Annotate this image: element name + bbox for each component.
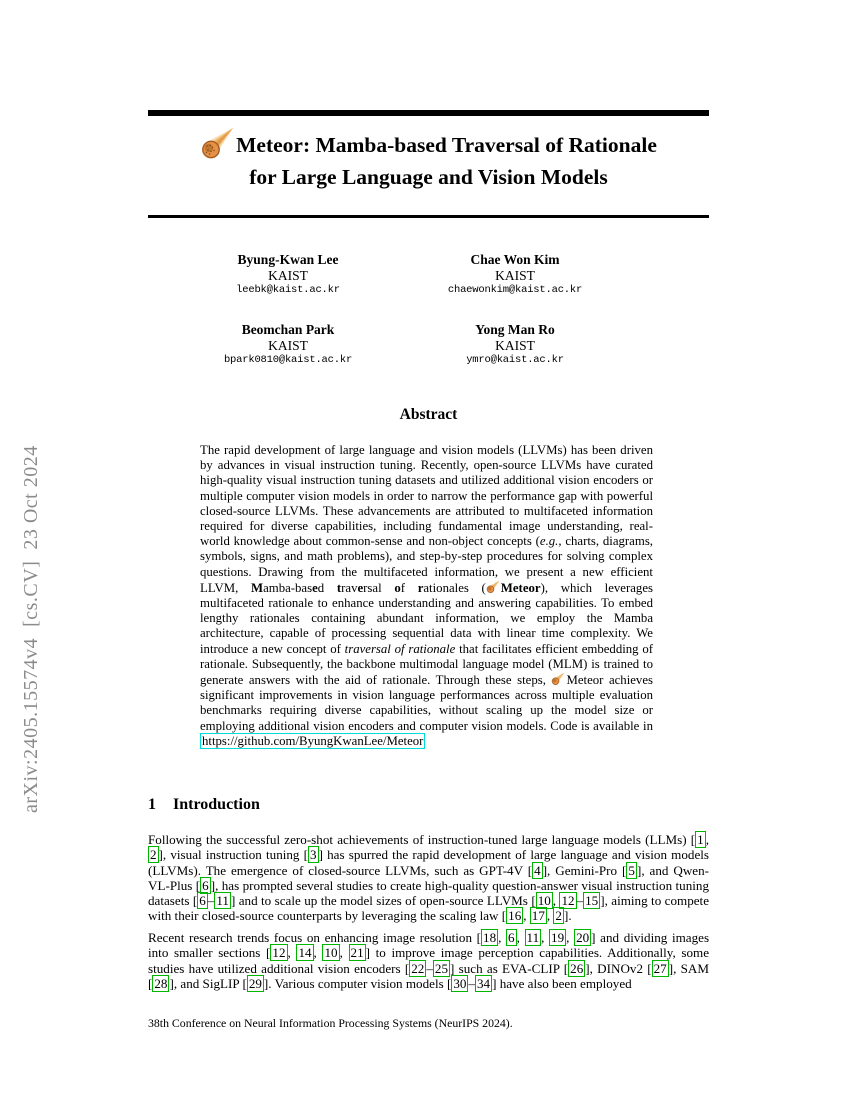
abstract-heading: Abstract — [399, 406, 458, 423]
introduction-paragraph-1: Following the successful zero-shot achievements of instruction-tuned large language models (LLMs) [ 1 , 2 ], visual instruction tuning [ 3 ] has spurred the rapid development of large language and vision models (LLVMs). The emergence of closed-source LLVMs, such as GPT-4V [ 4 ], Gemini-Pro [ 5 ], and Qwen-VL-Plus [ 6 ], has prompted several studies to create high-quality question-answer visual instruction tuning datasets [ 6 – 11 ] and to scale up the model sizes of open-source LLVMs [ 10 , 12 – 15 ], aiming to compete with their closed-source counterparts by leveraging the scaling law [ 16 , 17 , 2 ]. — [148, 832, 710, 924]
author-email: leebk@kaist.ac.kr — [236, 284, 340, 296]
section-title: Introduction — [173, 796, 260, 813]
citation-link[interactable]: 12 — [561, 893, 575, 909]
citation-link[interactable]: 16 — [508, 908, 522, 924]
citation-link[interactable]: 19 — [551, 930, 565, 945]
author-email: bpark0810@kaist.ac.kr — [223, 354, 353, 366]
citation-link[interactable]: 18 — [483, 930, 497, 945]
arxiv-watermark: arXiv:2405.15574v4 [cs.CV] 23 Oct 2024 — [20, 445, 42, 813]
citation-link[interactable]: 2 — [555, 908, 562, 924]
citation-link[interactable]: 22 — [411, 960, 425, 976]
citation-link[interactable]: 6 — [202, 877, 209, 893]
citation-link[interactable]: 11 — [526, 930, 540, 945]
citation-link[interactable]: 29 — [248, 975, 262, 991]
citation-link[interactable]: 25 — [434, 960, 448, 976]
introduction-paragraph-2: Recent research trends focus on enhancing image resolution [ 18 , 6 , 11 , 19 , 20 ] and dividing images into smaller sections [ 12 , 14 , 10 , 21 ] to improve image perception capabilities. Additionally, some studies have utilized additional vision encoders [ 22 – 25 ] such as EVA-CLIP [ 26 ], DINOv2 [ 27 ], SAM [ 28 ], and SigLIP [ 29 ]. Various computer vision models [ 30 – 34 ] have also been employed — [148, 930, 710, 991]
meteor-icon — [200, 127, 234, 161]
author-affiliation: KAIST — [268, 267, 308, 283]
author-block — [375, 322, 655, 369]
citation-link[interactable]: 10 — [324, 945, 338, 961]
citation-link[interactable]: 15 — [585, 893, 599, 909]
section-heading-introduction — [148, 796, 260, 814]
citation-link[interactable]: 27 — [653, 960, 667, 976]
author-affiliation: KAIST — [268, 337, 308, 353]
title-rule-top — [148, 110, 709, 116]
citation-link[interactable]: 1 — [697, 832, 704, 847]
citation-link[interactable]: 10 — [537, 893, 551, 909]
paper-title-line2: for Large Language and Vision Models — [249, 165, 608, 189]
citation-link[interactable]: 34 — [476, 975, 491, 991]
citation-link[interactable]: 6 — [508, 930, 515, 945]
citation-link[interactable]: 20 — [576, 930, 590, 945]
paper-title-line1: Meteor: Mamba-based Traversal of Rationale — [236, 133, 657, 157]
citation-link[interactable]: 4 — [534, 862, 541, 878]
conference-footnote: 38th Conference on Neural Information Processing Systems (NeurIPS 2024). — [148, 1016, 513, 1030]
paper-title — [148, 127, 709, 193]
author-affiliation: KAIST — [495, 337, 535, 353]
author-name: Byung-Kwan Lee — [237, 252, 339, 267]
author-email: chaewonkim@kaist.ac.kr — [447, 284, 583, 296]
citation-link[interactable]: 12 — [272, 945, 286, 961]
citation-link[interactable]: 30 — [453, 975, 467, 991]
author-name: Yong Man Ro — [475, 322, 555, 337]
github-repo-link[interactable]: https://github.com/ByungKwanLee/Meteor — [202, 733, 424, 748]
author-email: ymro@kaist.ac.kr — [466, 354, 564, 366]
meteor-icon — [551, 672, 565, 686]
author-block — [375, 252, 655, 299]
citation-link[interactable]: 21 — [350, 945, 364, 961]
citation-link[interactable]: 11 — [216, 893, 229, 909]
citation-link[interactable]: 26 — [570, 960, 584, 976]
abstract-body: The rapid development of large language and vision models (LLVMs) has been driven by advances in visual instruction tuning. Recently, open-source LLVMs have curated high-quality visual instruction tuning datasets and utilized additional vision encoders or multiple computer vision models in order to narrow the performance gap with powerful closed-source LLVMs. These advancements are attributed to multifaceted information required for diverse capabilities, including fundamental image understanding, real-world knowledge about common-sense and non-object concepts (e.g., charts, diagrams, symbols, signs, and math problems), and step-by-step procedures for solving complex questions. Drawing from the multifaceted information, we present a new efficient LLVM, Mamba-based traversal of rationales ( Meteor), which leverages multifaceted rationale to enhance understanding and answering capabilities. To embed lengthy rationales containing abundant information, we employ the Mamba architecture, capable of processing sequential data with linear time complexity. We introduce a new concept of traversal of rationale that facilitates efficient embedding of rationale. Subsequently, the backbone multimodal language model (MLM) is trained to generate answers with the aid of rationale. Through these steps, Meteor achieves significant improvements in vision language performances across multiple evaluation benchmarks requiring diverse capabilities, without scaling up the model size or employing additional vision encoders and computer vision models. Code is available in https://github.com/ByungKwanLee/Meteor — [200, 443, 654, 748]
author-name: Chae Won Kim — [470, 252, 560, 267]
citation-link[interactable]: 17 — [531, 908, 545, 924]
section-number: 1 — [148, 796, 156, 813]
citation-link[interactable]: 6 — [199, 893, 206, 909]
author-name: Beomchan Park — [241, 322, 335, 337]
author-affiliation: KAIST — [495, 267, 535, 283]
citation-link[interactable]: 28 — [154, 975, 168, 991]
citation-link[interactable]: 5 — [628, 862, 635, 878]
title-rule-bottom — [148, 215, 709, 218]
citation-link[interactable]: 2 — [150, 847, 157, 863]
citation-link[interactable]: 3 — [310, 847, 317, 863]
meteor-icon — [486, 580, 500, 594]
citation-link[interactable]: 14 — [298, 945, 312, 961]
